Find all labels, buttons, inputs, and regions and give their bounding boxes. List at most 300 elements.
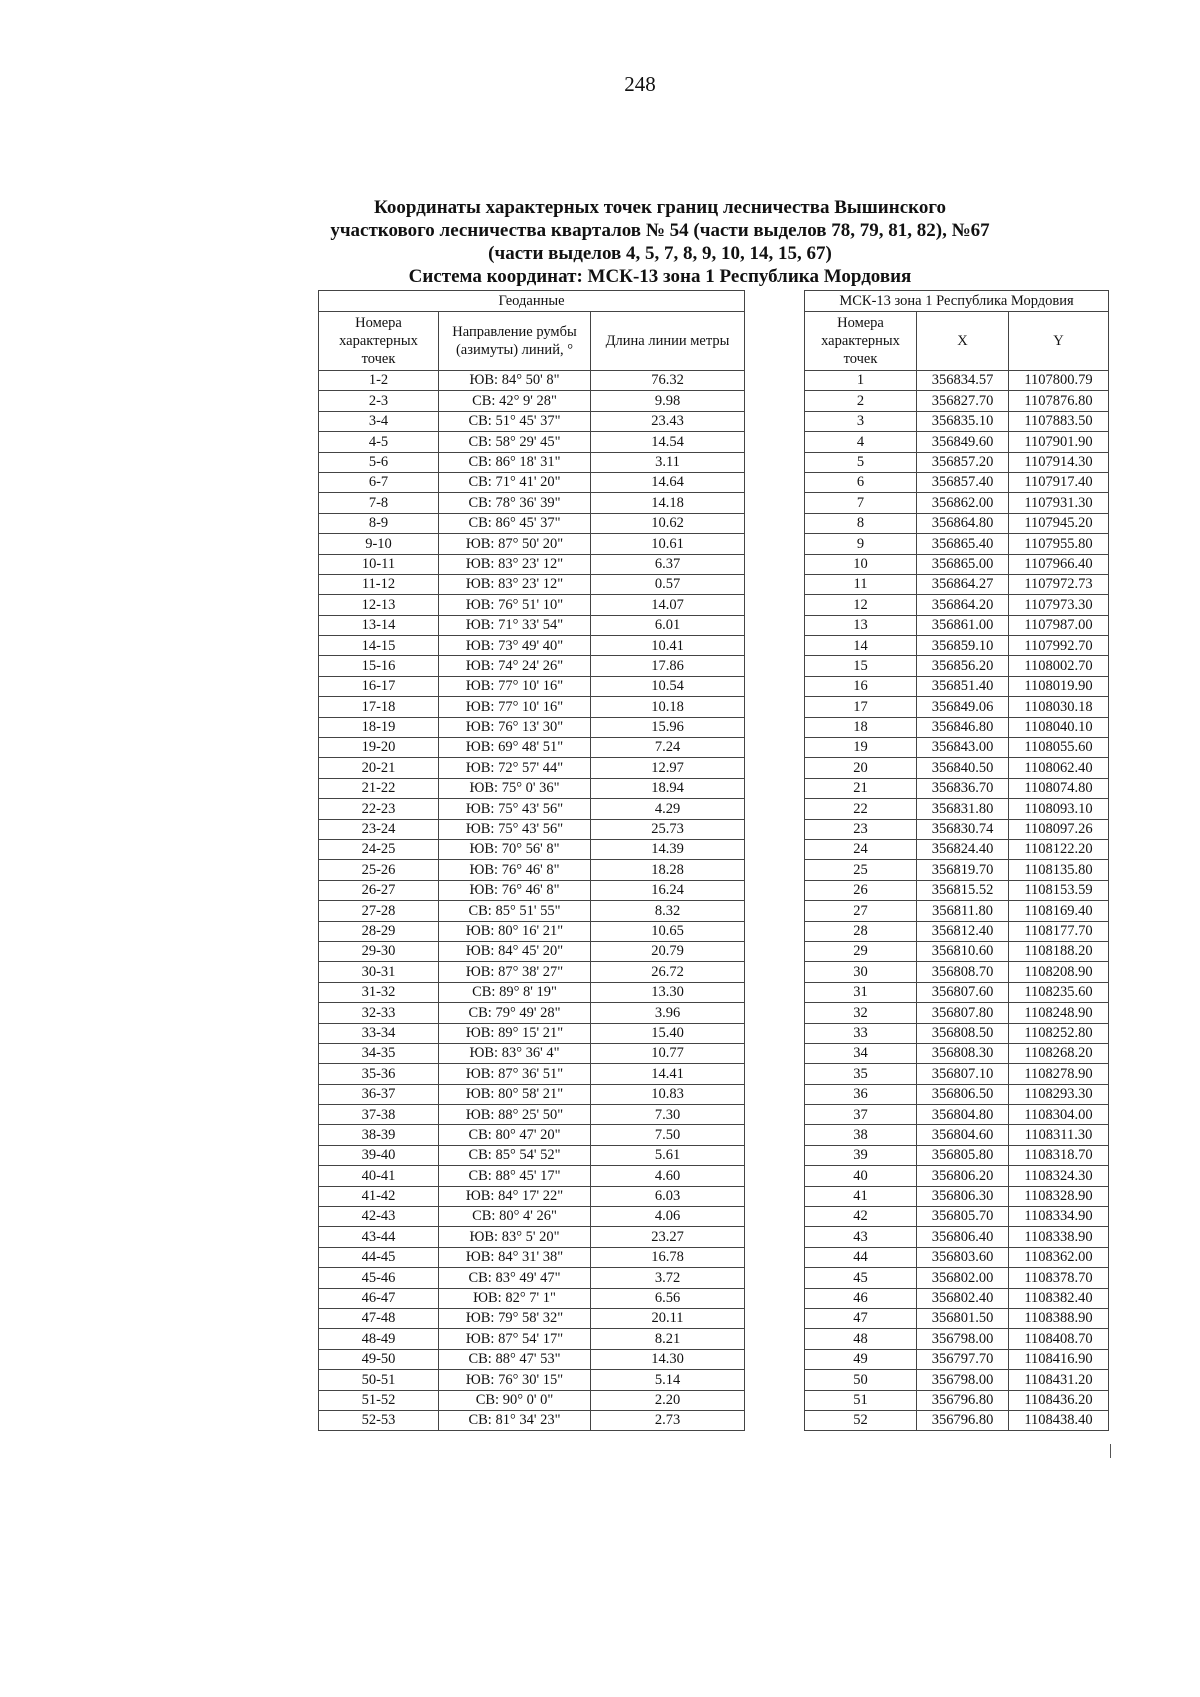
table-row xyxy=(319,860,745,880)
point-cell: 6 xyxy=(805,472,917,492)
y-cell: 1108311.30 xyxy=(1009,1125,1109,1145)
x-cell: 356797.70 xyxy=(917,1349,1009,1369)
direction-cell: ЮВ: 84° 45' 20" xyxy=(439,941,591,961)
table-row xyxy=(319,534,745,554)
table-row xyxy=(805,1166,1109,1186)
table-row xyxy=(319,1166,745,1186)
table-row xyxy=(805,391,1109,411)
y-cell: 1108169.40 xyxy=(1009,901,1109,921)
x-cell: 356843.00 xyxy=(917,738,1009,758)
length-cell: 9.98 xyxy=(591,391,745,411)
segment-cell: 40-41 xyxy=(319,1166,439,1186)
segment-cell: 31-32 xyxy=(319,982,439,1002)
table-row xyxy=(805,1125,1109,1145)
table-row xyxy=(805,432,1109,452)
table-row xyxy=(805,452,1109,472)
point-cell: 4 xyxy=(805,432,917,452)
x-cell: 356805.70 xyxy=(917,1207,1009,1227)
direction-cell: СВ: 58° 29' 45" xyxy=(439,432,591,452)
table-row xyxy=(805,962,1109,982)
length-cell: 7.50 xyxy=(591,1125,745,1145)
table-row xyxy=(319,472,745,492)
length-cell: 14.41 xyxy=(591,1064,745,1084)
title-line-4: Система координат: МСК-13 зона 1 Республика Мордовия xyxy=(408,266,912,287)
direction-cell: СВ: 79° 49' 28" xyxy=(439,1003,591,1023)
length-cell: 23.43 xyxy=(591,411,745,431)
length-cell: 13.30 xyxy=(591,982,745,1002)
point-cell: 16 xyxy=(805,676,917,696)
segment-cell: 11-12 xyxy=(319,574,439,594)
length-cell: 20.11 xyxy=(591,1308,745,1328)
y-cell: 1108338.90 xyxy=(1009,1227,1109,1247)
y-cell: 1108324.30 xyxy=(1009,1166,1109,1186)
x-cell: 356801.50 xyxy=(917,1308,1009,1328)
table-row xyxy=(319,554,745,574)
page-number: 248 xyxy=(624,72,656,96)
table-row xyxy=(319,1370,745,1390)
table-row xyxy=(319,636,745,656)
x-cell: 356831.80 xyxy=(917,799,1009,819)
table-row xyxy=(319,1288,745,1308)
segment-cell: 44-45 xyxy=(319,1247,439,1267)
point-cell: 37 xyxy=(805,1105,917,1125)
segment-cell: 21-22 xyxy=(319,778,439,798)
y-cell: 1107972.73 xyxy=(1009,574,1109,594)
y-cell: 1108328.90 xyxy=(1009,1186,1109,1206)
table-row xyxy=(319,1125,745,1145)
y-cell: 1108268.20 xyxy=(1009,1043,1109,1063)
table-row xyxy=(319,982,745,1002)
table-row xyxy=(319,656,745,676)
length-cell: 20.79 xyxy=(591,941,745,961)
table-row xyxy=(805,1003,1109,1023)
y-cell: 1108030.18 xyxy=(1009,697,1109,717)
table-row xyxy=(805,1370,1109,1390)
y-cell: 1108248.90 xyxy=(1009,1003,1109,1023)
x-cell: 356798.00 xyxy=(917,1329,1009,1349)
point-cell: 34 xyxy=(805,1043,917,1063)
x-cell: 356819.70 xyxy=(917,860,1009,880)
x-cell: 356806.30 xyxy=(917,1186,1009,1206)
segment-cell: 7-8 xyxy=(319,493,439,513)
table-row xyxy=(319,697,745,717)
x-cell: 356811.80 xyxy=(917,901,1009,921)
segment-cell: 41-42 xyxy=(319,1186,439,1206)
segment-cell: 14-15 xyxy=(319,636,439,656)
table-row xyxy=(805,1268,1109,1288)
direction-cell: СВ: 85° 54' 52" xyxy=(439,1145,591,1165)
table-row xyxy=(805,941,1109,961)
table-row xyxy=(805,1186,1109,1206)
y-cell: 1107883.50 xyxy=(1009,411,1109,431)
point-cell: 18 xyxy=(805,717,917,737)
table-row xyxy=(805,371,1109,391)
point-cell: 38 xyxy=(805,1125,917,1145)
length-cell: 3.72 xyxy=(591,1268,745,1288)
x-cell: 356808.30 xyxy=(917,1043,1009,1063)
point-cell: 32 xyxy=(805,1003,917,1023)
table-row xyxy=(805,1349,1109,1369)
table-row xyxy=(319,411,745,431)
length-cell: 18.94 xyxy=(591,778,745,798)
edge-mark xyxy=(1110,1444,1111,1458)
point-cell: 23 xyxy=(805,819,917,839)
coordinates-table xyxy=(804,290,1109,1431)
y-cell: 1108040.10 xyxy=(1009,717,1109,737)
point-cell: 39 xyxy=(805,1145,917,1165)
x-cell: 356812.40 xyxy=(917,921,1009,941)
segment-cell: 2-3 xyxy=(319,391,439,411)
direction-cell: ЮВ: 75° 0' 36" xyxy=(439,778,591,798)
point-cell: 9 xyxy=(805,534,917,554)
length-cell: 3.96 xyxy=(591,1003,745,1023)
y-cell: 1107917.40 xyxy=(1009,472,1109,492)
col-header-point-number: Номера характерных точек xyxy=(805,312,917,371)
segment-cell: 16-17 xyxy=(319,676,439,696)
point-cell: 19 xyxy=(805,738,917,758)
length-cell: 4.29 xyxy=(591,799,745,819)
point-cell: 27 xyxy=(805,901,917,921)
direction-cell: ЮВ: 76° 30' 15" xyxy=(439,1370,591,1390)
x-cell: 356804.80 xyxy=(917,1105,1009,1125)
x-cell: 356796.80 xyxy=(917,1410,1009,1430)
segment-cell: 49-50 xyxy=(319,1349,439,1369)
length-cell: 4.60 xyxy=(591,1166,745,1186)
table-row xyxy=(319,1349,745,1369)
x-cell: 356806.20 xyxy=(917,1166,1009,1186)
y-cell: 1108318.70 xyxy=(1009,1145,1109,1165)
geodata-group-header: Геоданные xyxy=(319,291,745,312)
table-row xyxy=(319,1186,745,1206)
x-cell: 356851.40 xyxy=(917,676,1009,696)
direction-cell: СВ: 83° 49' 47" xyxy=(439,1268,591,1288)
table-row xyxy=(805,839,1109,859)
direction-cell: СВ: 89° 8' 19" xyxy=(439,982,591,1002)
point-cell: 30 xyxy=(805,962,917,982)
length-cell: 6.37 xyxy=(591,554,745,574)
segment-cell: 15-16 xyxy=(319,656,439,676)
length-cell: 8.21 xyxy=(591,1329,745,1349)
direction-cell: ЮВ: 75° 43' 56" xyxy=(439,819,591,839)
segment-cell: 12-13 xyxy=(319,595,439,615)
table-row xyxy=(805,921,1109,941)
y-cell: 1108122.20 xyxy=(1009,839,1109,859)
x-cell: 356836.70 xyxy=(917,778,1009,798)
y-cell: 1108378.70 xyxy=(1009,1268,1109,1288)
point-cell: 8 xyxy=(805,513,917,533)
table-row xyxy=(805,738,1109,758)
segment-cell: 22-23 xyxy=(319,799,439,819)
table-row xyxy=(805,1064,1109,1084)
x-cell: 356808.70 xyxy=(917,962,1009,982)
title-line-3: (части выделов 4, 5, 7, 8, 9, 10, 14, 15, 67) xyxy=(488,243,832,264)
y-cell: 1107966.40 xyxy=(1009,554,1109,574)
point-cell: 24 xyxy=(805,839,917,859)
col-header-point-numbers: Номера характерных точек xyxy=(319,312,439,371)
x-cell: 356865.40 xyxy=(917,534,1009,554)
document-title xyxy=(320,196,1000,288)
table-row xyxy=(805,656,1109,676)
table-row xyxy=(319,1308,745,1328)
table-row xyxy=(805,1227,1109,1247)
length-cell: 14.64 xyxy=(591,472,745,492)
table-row xyxy=(805,697,1109,717)
table-row xyxy=(319,819,745,839)
x-cell: 356856.20 xyxy=(917,656,1009,676)
table-row xyxy=(805,493,1109,513)
col-header-length: Длина линии метры xyxy=(591,312,745,371)
direction-cell: СВ: 78° 36' 39" xyxy=(439,493,591,513)
direction-cell: ЮВ: 76° 13' 30" xyxy=(439,717,591,737)
y-cell: 1107955.80 xyxy=(1009,534,1109,554)
table-row xyxy=(805,1023,1109,1043)
table-row xyxy=(319,880,745,900)
point-cell: 28 xyxy=(805,921,917,941)
direction-cell: ЮВ: 87° 36' 51" xyxy=(439,1064,591,1084)
length-cell: 10.83 xyxy=(591,1084,745,1104)
length-cell: 10.77 xyxy=(591,1043,745,1063)
x-cell: 356864.27 xyxy=(917,574,1009,594)
segment-cell: 32-33 xyxy=(319,1003,439,1023)
length-cell: 14.39 xyxy=(591,839,745,859)
point-cell: 33 xyxy=(805,1023,917,1043)
x-cell: 356864.20 xyxy=(917,595,1009,615)
segment-cell: 5-6 xyxy=(319,452,439,472)
table-row xyxy=(319,1145,745,1165)
table-row xyxy=(805,1329,1109,1349)
length-cell: 14.18 xyxy=(591,493,745,513)
table-row xyxy=(805,1145,1109,1165)
table-row xyxy=(319,901,745,921)
y-cell: 1108252.80 xyxy=(1009,1023,1109,1043)
point-cell: 7 xyxy=(805,493,917,513)
length-cell: 5.14 xyxy=(591,1370,745,1390)
direction-cell: СВ: 88° 45' 17" xyxy=(439,1166,591,1186)
direction-cell: ЮВ: 73° 49' 40" xyxy=(439,636,591,656)
table-row xyxy=(319,758,745,778)
y-cell: 1108438.40 xyxy=(1009,1410,1109,1430)
point-cell: 26 xyxy=(805,880,917,900)
table-row xyxy=(805,1084,1109,1104)
segment-cell: 45-46 xyxy=(319,1268,439,1288)
table-row xyxy=(805,880,1109,900)
x-cell: 356807.80 xyxy=(917,1003,1009,1023)
segment-cell: 8-9 xyxy=(319,513,439,533)
point-cell: 10 xyxy=(805,554,917,574)
length-cell: 17.86 xyxy=(591,656,745,676)
table-row xyxy=(319,493,745,513)
point-cell: 35 xyxy=(805,1064,917,1084)
x-cell: 356807.10 xyxy=(917,1064,1009,1084)
table-row xyxy=(319,778,745,798)
x-cell: 356840.50 xyxy=(917,758,1009,778)
direction-cell: ЮВ: 83° 23' 12" xyxy=(439,554,591,574)
y-cell: 1107914.30 xyxy=(1009,452,1109,472)
col-header-y: Y xyxy=(1009,312,1109,371)
table-row xyxy=(805,1207,1109,1227)
segment-cell: 39-40 xyxy=(319,1145,439,1165)
length-cell: 2.20 xyxy=(591,1390,745,1410)
length-cell: 8.32 xyxy=(591,901,745,921)
y-cell: 1107931.30 xyxy=(1009,493,1109,513)
point-cell: 12 xyxy=(805,595,917,615)
table-row xyxy=(319,1390,745,1410)
y-cell: 1107876.80 xyxy=(1009,391,1109,411)
segment-cell: 37-38 xyxy=(319,1105,439,1125)
x-cell: 356849.06 xyxy=(917,697,1009,717)
y-cell: 1108278.90 xyxy=(1009,1064,1109,1084)
x-cell: 356802.40 xyxy=(917,1288,1009,1308)
direction-cell: ЮВ: 74° 24' 26" xyxy=(439,656,591,676)
segment-cell: 9-10 xyxy=(319,534,439,554)
length-cell: 10.62 xyxy=(591,513,745,533)
x-cell: 356857.20 xyxy=(917,452,1009,472)
title-line-2: участкового лесничества кварталов № 54 (части выделов 78, 79, 81, 82), №67 xyxy=(330,220,990,241)
table-row xyxy=(319,1023,745,1043)
x-cell: 356806.50 xyxy=(917,1084,1009,1104)
y-cell: 1108093.10 xyxy=(1009,799,1109,819)
table-row xyxy=(805,1247,1109,1267)
x-cell: 356864.80 xyxy=(917,513,1009,533)
table-row xyxy=(805,1410,1109,1430)
table-row xyxy=(319,799,745,819)
table-row xyxy=(805,758,1109,778)
point-cell: 13 xyxy=(805,615,917,635)
table-row xyxy=(319,1064,745,1084)
y-cell: 1107800.79 xyxy=(1009,371,1109,391)
x-cell: 356824.40 xyxy=(917,839,1009,859)
x-cell: 356815.52 xyxy=(917,880,1009,900)
direction-cell: ЮВ: 80° 58' 21" xyxy=(439,1084,591,1104)
y-cell: 1108304.00 xyxy=(1009,1105,1109,1125)
segment-cell: 1-2 xyxy=(319,371,439,391)
title-line-1: Координаты характерных точек границ лесничества Вышинского xyxy=(374,197,946,218)
y-cell: 1108097.26 xyxy=(1009,819,1109,839)
table-row xyxy=(805,1390,1109,1410)
point-cell: 3 xyxy=(805,411,917,431)
y-cell: 1108334.90 xyxy=(1009,1207,1109,1227)
segment-cell: 25-26 xyxy=(319,860,439,880)
segment-cell: 3-4 xyxy=(319,411,439,431)
length-cell: 3.11 xyxy=(591,452,745,472)
point-cell: 40 xyxy=(805,1166,917,1186)
segment-cell: 38-39 xyxy=(319,1125,439,1145)
col-header-direction: Направление румбы (азимуты) линий, ° xyxy=(439,312,591,371)
direction-cell: ЮВ: 87° 38' 27" xyxy=(439,962,591,982)
point-cell: 52 xyxy=(805,1410,917,1430)
y-cell: 1107901.90 xyxy=(1009,432,1109,452)
segment-cell: 10-11 xyxy=(319,554,439,574)
direction-cell: ЮВ: 80° 16' 21" xyxy=(439,921,591,941)
length-cell: 2.73 xyxy=(591,1410,745,1430)
segment-cell: 26-27 xyxy=(319,880,439,900)
x-cell: 356846.80 xyxy=(917,717,1009,737)
x-cell: 356806.40 xyxy=(917,1227,1009,1247)
x-cell: 356804.60 xyxy=(917,1125,1009,1145)
table-row xyxy=(805,717,1109,737)
y-cell: 1108062.40 xyxy=(1009,758,1109,778)
y-cell: 1108416.90 xyxy=(1009,1349,1109,1369)
length-cell: 14.30 xyxy=(591,1349,745,1369)
table-row xyxy=(805,411,1109,431)
x-cell: 356835.10 xyxy=(917,411,1009,431)
table-row xyxy=(319,1268,745,1288)
table-row xyxy=(319,1410,745,1430)
table-row xyxy=(319,452,745,472)
table-row xyxy=(805,615,1109,635)
table-row xyxy=(319,921,745,941)
point-cell: 42 xyxy=(805,1207,917,1227)
segment-cell: 52-53 xyxy=(319,1410,439,1430)
point-cell: 50 xyxy=(805,1370,917,1390)
table-row xyxy=(805,636,1109,656)
segment-cell: 20-21 xyxy=(319,758,439,778)
y-cell: 1108431.20 xyxy=(1009,1370,1109,1390)
direction-cell: СВ: 80° 47' 20" xyxy=(439,1125,591,1145)
y-cell: 1108362.00 xyxy=(1009,1247,1109,1267)
table-row xyxy=(319,1329,745,1349)
segment-cell: 19-20 xyxy=(319,738,439,758)
y-cell: 1107973.30 xyxy=(1009,595,1109,615)
x-cell: 356857.40 xyxy=(917,472,1009,492)
point-cell: 5 xyxy=(805,452,917,472)
y-cell: 1108293.30 xyxy=(1009,1084,1109,1104)
table-row xyxy=(805,534,1109,554)
point-cell: 36 xyxy=(805,1084,917,1104)
x-cell: 356830.74 xyxy=(917,819,1009,839)
segment-cell: 29-30 xyxy=(319,941,439,961)
y-cell: 1108153.59 xyxy=(1009,880,1109,900)
segment-cell: 48-49 xyxy=(319,1329,439,1349)
length-cell: 12.97 xyxy=(591,758,745,778)
table-row xyxy=(805,1288,1109,1308)
y-cell: 1108177.70 xyxy=(1009,921,1109,941)
length-cell: 4.06 xyxy=(591,1207,745,1227)
table-row xyxy=(319,1043,745,1063)
y-cell: 1108436.20 xyxy=(1009,1390,1109,1410)
table-row xyxy=(319,574,745,594)
point-cell: 43 xyxy=(805,1227,917,1247)
x-cell: 356834.57 xyxy=(917,371,1009,391)
x-cell: 356803.60 xyxy=(917,1247,1009,1267)
point-cell: 47 xyxy=(805,1308,917,1328)
x-cell: 356865.00 xyxy=(917,554,1009,574)
direction-cell: ЮВ: 84° 31' 38" xyxy=(439,1247,591,1267)
table-row xyxy=(319,615,745,635)
length-cell: 25.73 xyxy=(591,819,745,839)
direction-cell: СВ: 71° 41' 20" xyxy=(439,472,591,492)
table-row xyxy=(319,1207,745,1227)
table-row xyxy=(805,513,1109,533)
segment-cell: 36-37 xyxy=(319,1084,439,1104)
segment-cell: 24-25 xyxy=(319,839,439,859)
length-cell: 0.57 xyxy=(591,574,745,594)
direction-cell: ЮВ: 76° 46' 8" xyxy=(439,880,591,900)
y-cell: 1108408.70 xyxy=(1009,1329,1109,1349)
length-cell: 14.54 xyxy=(591,432,745,452)
segment-cell: 35-36 xyxy=(319,1064,439,1084)
point-cell: 25 xyxy=(805,860,917,880)
length-cell: 6.56 xyxy=(591,1288,745,1308)
x-cell: 356808.50 xyxy=(917,1023,1009,1043)
table-row xyxy=(805,982,1109,1002)
x-cell: 356796.80 xyxy=(917,1390,1009,1410)
point-cell: 11 xyxy=(805,574,917,594)
y-cell: 1108188.20 xyxy=(1009,941,1109,961)
table-row xyxy=(805,574,1109,594)
segment-cell: 30-31 xyxy=(319,962,439,982)
direction-cell: ЮВ: 77° 10' 16" xyxy=(439,697,591,717)
